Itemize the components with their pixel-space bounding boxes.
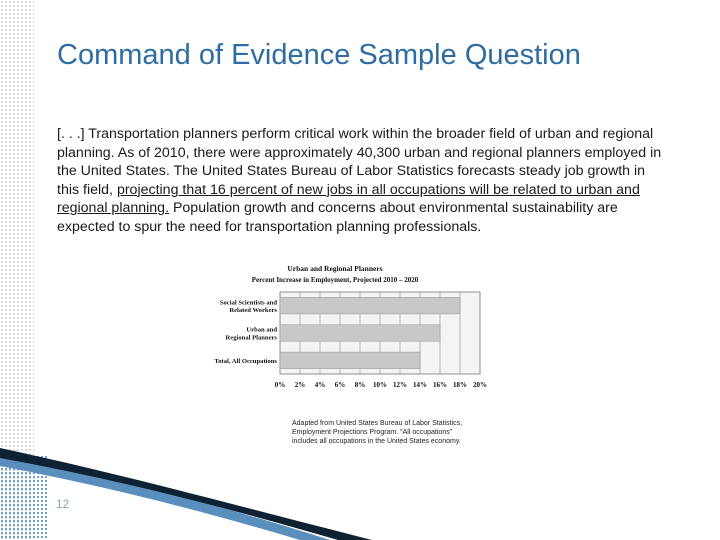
bar	[280, 325, 440, 341]
source-line: Adapted from United States Bureau of Labor Statistics,	[292, 420, 463, 427]
x-tick-label: 8%	[354, 381, 366, 389]
category-label: Total, All Occupations	[214, 357, 277, 365]
employment-bar-chart	[200, 262, 490, 397]
x-tick-label: 14%	[413, 381, 427, 389]
category-label: Related Workers	[229, 306, 277, 314]
x-tick-label: 20%	[473, 381, 487, 389]
chart-title: Urban and Regional Planners	[287, 264, 383, 273]
slide-number: 12	[56, 497, 70, 511]
x-tick-label: 16%	[433, 381, 447, 389]
x-tick-label: 4%	[314, 381, 326, 389]
chart-source-note	[292, 420, 492, 446]
category-label: Regional Planners	[225, 334, 277, 342]
bar	[280, 352, 420, 368]
source-line: Employment Projections Program. "All occupations"	[292, 428, 453, 436]
decorative-swoosh	[0, 437, 720, 540]
bar	[280, 297, 460, 313]
category-label: Urban and	[246, 326, 277, 334]
source-line: includes all occupations in the United States economy.	[292, 437, 461, 445]
passage-text	[57, 125, 662, 237]
x-tick-label: 6%	[334, 381, 346, 389]
x-tick-label: 18%	[453, 381, 467, 389]
x-tick-label: 0%	[274, 381, 286, 389]
passage-text-conclusion: Population growth and concerns about environmental sustainability are expected to spur the need for transportation planning professionals.	[57, 200, 618, 235]
chart-subtitle: Percent Increase in Employment, Projected 2010 – 2020	[251, 276, 419, 284]
slide-title: Command of Evidence Sample Question	[57, 39, 581, 71]
passage-text-intro: [. . .] Transportation planners perform critical work within the broader field of urban and regional planning. As of 2010, there were approximately 40,300 urban and regional planners employed in the United States. The United States Bureau of Labor Statistics forecasts steady job growth in this field,	[57, 126, 662, 198]
underlined-claim: projecting that 16 percent of new jobs in all occupations will be related to urban and regional planning.	[57, 181, 640, 217]
x-tick-label: 10%	[373, 381, 387, 389]
x-tick-label: 12%	[393, 381, 407, 389]
x-tick-label: 2%	[294, 381, 306, 389]
category-label: Social Scientists and	[219, 299, 277, 307]
